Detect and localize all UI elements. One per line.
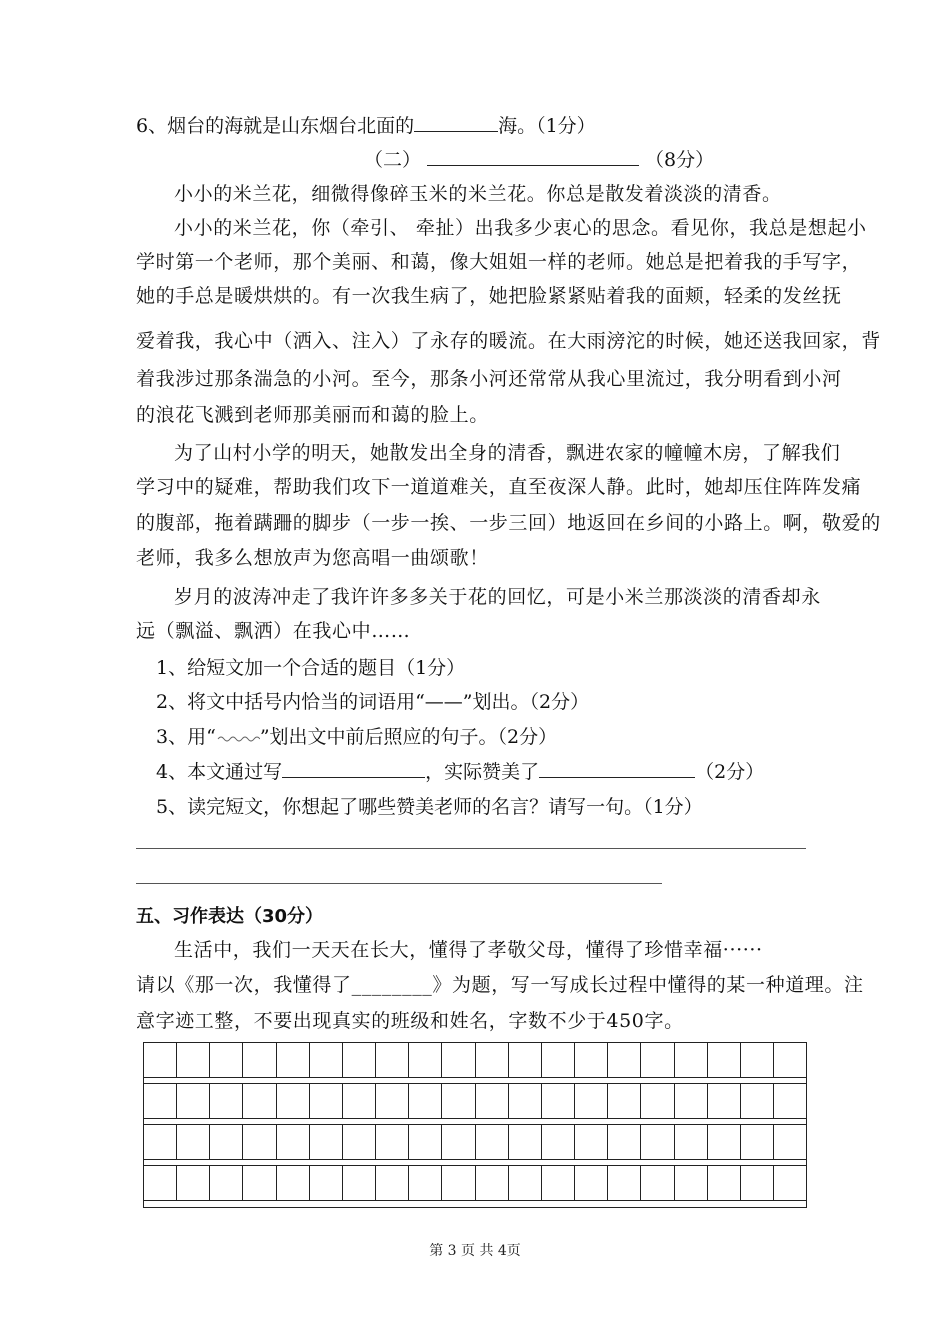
question-3-prefix: 3、用“ <box>156 726 216 748</box>
passage-line: 小小的米兰花，细微得像碎玉米的米兰花。你总是散发着淡淡的清香。 <box>174 183 782 205</box>
question-4-blank-1[interactable] <box>282 759 425 778</box>
passage-line: 学习中的疑难，帮助我们攻下一道道难关，直至夜深人静。此时，她却压住阵阵发痛 <box>136 476 862 498</box>
question-6-suffix: 海。（1分） <box>498 115 596 137</box>
section-2-title <box>364 147 714 173</box>
passage-line: 岁月的波涛冲走了我许许多多关于花的回忆，可是小米兰那淡淡的清香却永 <box>174 586 821 608</box>
question-1: 1、给短文加一个合适的题目（1分） <box>156 657 466 679</box>
passage-line: 她的手总是暖烘烘的。有一次我生病了，她把脸紧紧贴着我的面颊，轻柔的发丝抚 <box>136 285 842 307</box>
question-3 <box>156 724 557 750</box>
question-6-text: 6、烟台的海就是山东烟台北面的 <box>136 115 415 137</box>
passage-line: 小小的米兰花，你（牵引、 牵扯）出我多少衷心的思念。看见你，我总是想起小 <box>174 217 867 239</box>
question-4-blank-2[interactable] <box>539 759 695 778</box>
wavy-underline-icon <box>216 733 260 743</box>
grid-separator <box>144 1118 806 1125</box>
passage-line: 的浪花飞溅到老师那美丽而和蔼的脸上。 <box>136 404 489 426</box>
passage-line: 学时第一个老师，那个美丽、和蔼，像大姐姐一样的老师。她总是把着我的手写字， <box>136 251 862 273</box>
question-6-blank[interactable] <box>414 113 498 132</box>
grid-separator <box>144 1077 806 1084</box>
passage-line: 着我涉过那条湍急的小河。至今，那条小河还常常从我心里流过，我分明看到小河 <box>136 368 842 390</box>
grid-row[interactable] <box>144 1125 806 1159</box>
passage-line: 的腹部，拖着蹒跚的脚步（一步一挨、一步三回）地返回在乡间的小路上。啊，敬爱的 <box>136 512 881 534</box>
question-3-suffix: ”划出文中前后照应的句子。（2分） <box>259 726 558 748</box>
passage-line: 远（飘溢、飘洒）在我心中…… <box>136 620 411 642</box>
writing-grid[interactable] <box>143 1042 807 1208</box>
prompt-line: 生活中，我们一天天在长大，懂得了孝敬父母，懂得了珍惜幸福······ <box>174 939 763 961</box>
question-6 <box>136 113 596 139</box>
question-5: 5、读完短文，你想起了哪些赞美老师的名言？请写一句。（1分） <box>156 796 703 818</box>
grid-separator <box>144 1159 806 1166</box>
grid-row[interactable] <box>144 1166 806 1200</box>
section-2-title-blank[interactable] <box>427 147 639 166</box>
section-2-score: （8分） <box>645 149 715 171</box>
passage-line: 爱着我，我心中（洒入、注入）了永存的暖流。在大雨滂沱的时候，她还送我回家，背 <box>136 330 881 352</box>
grid-row[interactable] <box>144 1084 806 1118</box>
prompt-line: 意字迹工整，不要出现真实的班级和姓名，字数不少于450字。 <box>136 1010 684 1032</box>
page-footer: 第 3 页 共 4页 <box>429 1243 521 1259</box>
question-4 <box>156 759 764 785</box>
prompt-line: 请以《那一次，我懂得了________》为题，写一写成长过程中懂得的某一种道理。注 <box>136 974 864 996</box>
question-4-score: （2分） <box>695 761 765 783</box>
section-5-heading: 五、习作表达（30分） <box>136 906 324 927</box>
answer-line[interactable] <box>136 848 806 849</box>
passage-line: 老师，我多么想放声为您高唱一曲颂歌！ <box>136 547 489 569</box>
grid-row[interactable] <box>144 1043 806 1077</box>
section-2-label: （二） <box>364 149 422 171</box>
answer-line[interactable] <box>136 883 662 884</box>
question-4-middle: ，实际赞美了 <box>425 761 540 783</box>
question-2: 2、将文中括号内恰当的词语用“——”划出。（2分） <box>156 691 590 713</box>
question-4-prefix: 4、本文通过写 <box>156 761 283 783</box>
passage-line: 为了山村小学的明天，她散发出全身的清香，飘进农家的幢幢木房，了解我们 <box>174 442 841 464</box>
grid-separator <box>144 1200 806 1207</box>
